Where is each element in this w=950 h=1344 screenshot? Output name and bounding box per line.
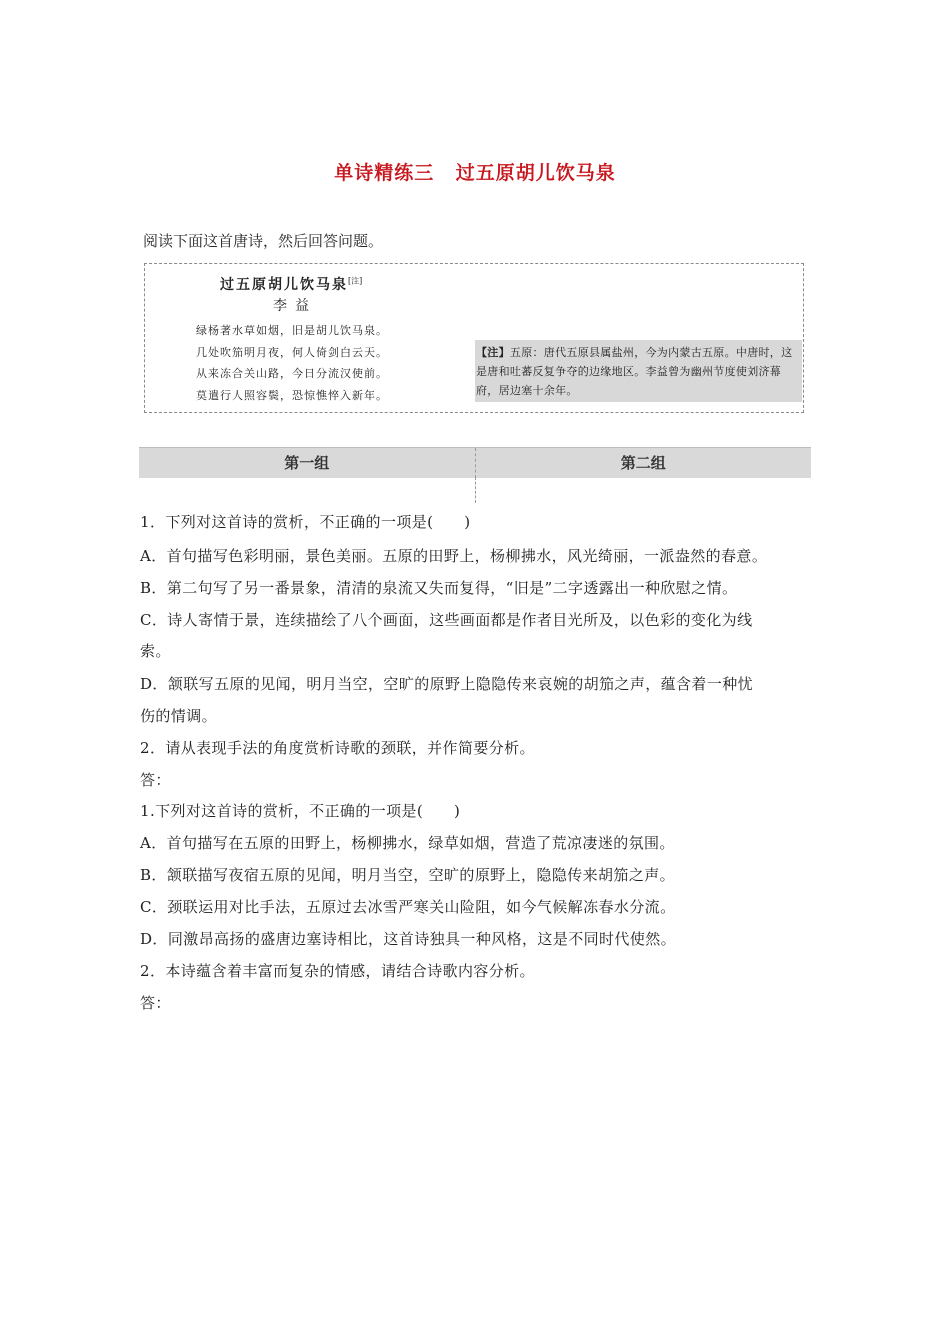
question-2: 2．本诗蕴含着丰富而复杂的情感，请结合诗歌内容分析。	[140, 962, 535, 980]
answer-label: 答：	[140, 771, 171, 789]
poem-line: 几处吹笳明月夜，何人倚剑白云天。	[196, 345, 388, 359]
option-a: A．首句描写在五原的田野上，杨柳拂水，绿草如烟，营造了荒凉凄迷的氛围。	[140, 834, 675, 852]
instruction-text: 阅读下面这首唐诗，然后回答问题。	[143, 232, 384, 250]
option-d: D．颔联写五原的见闻，明月当空，空旷的原野上隐隐传来哀婉的胡笳之声，蕴含着一种忧	[140, 675, 754, 693]
tab-group-1[interactable]: 第一组	[284, 454, 330, 472]
poem-lines	[196, 320, 388, 406]
option-b: B．颔联描写夜宿五原的见闻，明月当空，空旷的原野上，隐隐传来胡笳之声。	[140, 866, 676, 884]
tab-divider-tail	[475, 477, 476, 503]
option-c: C．颈联运用对比手法，五原过去冰雪严寒关山险阻，如今气候解冻春水分流。	[140, 898, 676, 916]
page-title: 单诗精练三 过五原胡儿饮马泉	[334, 162, 616, 184]
question-1: 1．下列对这首诗的赏析，不正确的一项是( )	[140, 513, 471, 531]
option-a: A．首句描写色彩明丽，景色美丽。五原的田野上，杨柳拂水，风光绮丽，一派盎然的春意。	[140, 547, 768, 565]
note-label: 【注】	[476, 346, 510, 359]
option-c-cont: 索。	[140, 642, 171, 660]
poem-line: 绿杨著水草如烟，旧是胡儿饮马泉。	[196, 324, 388, 337]
poem-note	[475, 340, 802, 402]
option-c: C．诗人寄情于景，连续描绘了八个画面，这些画面都是作者目光所及，以色彩的变化为线	[140, 611, 753, 629]
poem-line: 从来冻合关山路，今日分流汉使前。	[196, 367, 388, 380]
poem-title-text: 过五原胡儿饮马泉	[220, 277, 348, 293]
option-d: D．同激昂高扬的盛唐边塞诗相比，这首诗独具一种风格，这是不同时代使然。	[140, 930, 677, 948]
option-b: B．第二句写了另一番景象，清清的泉流又失而复得，“旧是”二字透露出一种欣慰之情。	[140, 579, 738, 597]
poem-title	[220, 274, 362, 294]
note-text: 五原：唐代五原县属盐州，今为内蒙古五原。中唐时，这是唐和吐蕃反复争夺的边缘地区。李益曾为幽州节度使刘济幕府，居边塞十余年。	[476, 346, 793, 397]
poem-line: 莫遣行人照容鬓，恐惊憔悴入新年。	[196, 388, 388, 402]
question-2: 2．请从表现手法的角度赏析诗歌的颈联，并作简要分析。	[140, 739, 535, 757]
option-d-cont: 伤的情调。	[140, 707, 218, 725]
group-tabs	[139, 447, 811, 478]
poem-box	[144, 263, 804, 413]
poem-note-marker: [注]	[348, 276, 363, 286]
tab-group-2[interactable]: 第二组	[620, 454, 666, 472]
question-1: 1.下列对这首诗的赏析，不正确的一项是( )	[140, 802, 461, 820]
poem-author: 李益	[273, 298, 317, 314]
answer-label: 答：	[140, 994, 171, 1012]
